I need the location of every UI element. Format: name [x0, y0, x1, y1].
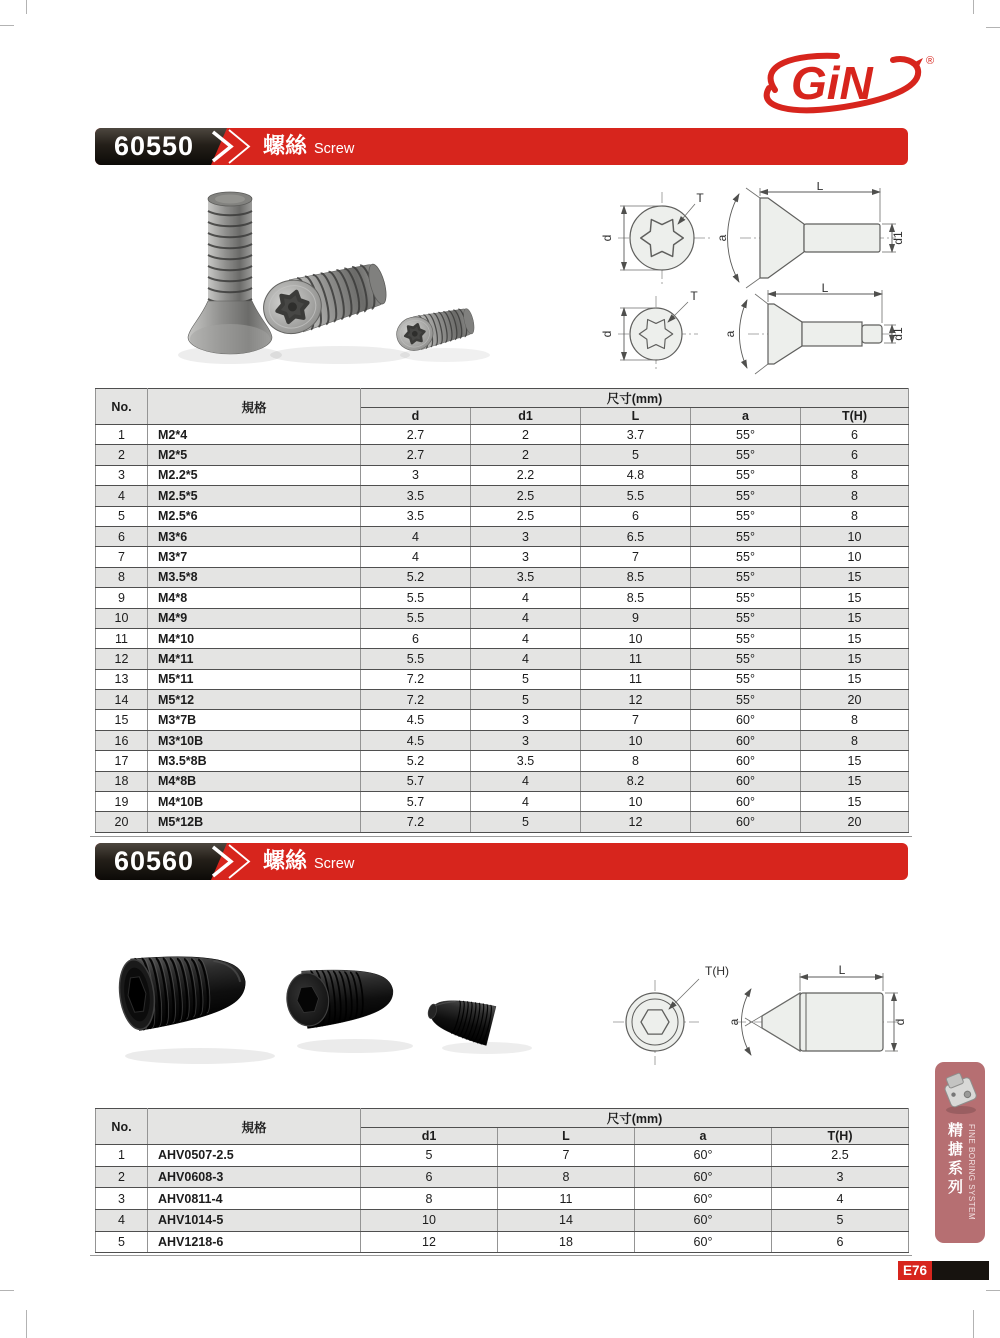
cell-TH: 2.5: [772, 1145, 909, 1167]
cell-TH: 8: [801, 465, 909, 485]
cell-a: 55°: [691, 526, 801, 546]
cell-spec: M3.5*8B: [148, 751, 361, 771]
table-row: [96, 1231, 909, 1253]
cell-a: 60°: [635, 1188, 772, 1210]
dim-label-a: a: [727, 1018, 741, 1026]
table-row: [96, 608, 909, 628]
cell-a: 60°: [691, 792, 801, 812]
cell-d: 5.5: [361, 588, 471, 608]
section-title-en: Screw: [314, 141, 355, 157]
table-row: [96, 649, 909, 669]
col-header-dims: 尺寸(mm): [361, 389, 909, 408]
page-number-badge: E76: [898, 1261, 932, 1280]
cell-spec: M2*4: [148, 425, 361, 445]
cell-no: 3: [96, 1188, 148, 1210]
cell-spec: M2*5: [148, 445, 361, 465]
section-title: [263, 128, 354, 165]
table-row: [96, 445, 909, 465]
screw-photo-upright: [188, 192, 272, 354]
dim-label-T: T: [696, 191, 704, 205]
cell-a: 55°: [691, 547, 801, 567]
cell-L: 4.8: [581, 465, 691, 485]
cell-d: 2.7: [361, 445, 471, 465]
cell-d: 4.5: [361, 710, 471, 730]
dim-label-T: T: [690, 289, 698, 303]
cell-TH: 10: [801, 547, 909, 567]
set-screw-photo-large: [116, 945, 250, 1032]
cell-no: 5: [96, 1231, 148, 1253]
screw-photo-small: [393, 304, 477, 355]
cell-TH: 6: [772, 1231, 909, 1253]
table-row: [96, 669, 909, 689]
cell-d: 5.2: [361, 751, 471, 771]
table-row: [96, 690, 909, 710]
crop-mark: [973, 1310, 974, 1338]
cell-d1: 5: [471, 669, 581, 689]
cell-d1: 12: [361, 1231, 498, 1253]
brand-logo-text: GiN: [791, 57, 873, 109]
spec-table-60550: [95, 388, 909, 833]
cell-a: 55°: [691, 669, 801, 689]
cell-d1: 6: [361, 1166, 498, 1188]
cell-L: 7: [581, 547, 691, 567]
cell-d1: 3: [471, 547, 581, 567]
cell-L: 12: [581, 690, 691, 710]
cell-L: 10: [581, 792, 691, 812]
cell-no: 12: [96, 649, 148, 669]
cell-d1: 3: [471, 526, 581, 546]
cell-d1: 5: [361, 1145, 498, 1167]
table-row: [96, 751, 909, 771]
set-screw-photo-medium: [284, 962, 396, 1030]
cell-TH: 15: [801, 751, 909, 771]
cell-spec: M2.5*6: [148, 506, 361, 526]
cell-a: 60°: [691, 710, 801, 730]
cell-TH: 15: [801, 608, 909, 628]
table-row: [96, 1210, 909, 1232]
cell-TH: 8: [801, 486, 909, 506]
table-row: [96, 588, 909, 608]
cell-a: 55°: [691, 445, 801, 465]
table-header: [96, 1109, 909, 1145]
cell-L: 7: [581, 710, 691, 730]
cell-no: 4: [96, 1210, 148, 1232]
cell-d: 7.2: [361, 812, 471, 832]
cell-a: 55°: [691, 588, 801, 608]
cell-spec: M4*10B: [148, 792, 361, 812]
cell-d1: 4: [471, 608, 581, 628]
cell-spec: M3*7: [148, 547, 361, 567]
cell-L: 9: [581, 608, 691, 628]
cell-a: 60°: [691, 730, 801, 750]
cell-d1: 3.5: [471, 751, 581, 771]
cell-d: 7.2: [361, 690, 471, 710]
cell-d: 5.7: [361, 771, 471, 791]
table-header: [96, 389, 909, 425]
cell-d1: 3.5: [471, 567, 581, 587]
cell-d: 5.2: [361, 567, 471, 587]
cell-a: 55°: [691, 628, 801, 648]
cell-TH: 15: [801, 649, 909, 669]
cell-spec: M3*6: [148, 526, 361, 546]
crop-mark: [986, 1290, 1000, 1291]
cell-TH: 15: [801, 771, 909, 791]
dim-label-d: d: [893, 1018, 907, 1026]
table-row: [96, 465, 909, 485]
series-tab-photo: [940, 1069, 980, 1117]
crop-mark: [0, 1290, 14, 1291]
crop-mark: [26, 0, 27, 14]
cell-d: 5.5: [361, 649, 471, 669]
cell-a: 60°: [635, 1231, 772, 1253]
cell-spec: M4*9: [148, 608, 361, 628]
cell-d1: 4: [471, 771, 581, 791]
table-row: [96, 547, 909, 567]
cell-no: 20: [96, 812, 148, 832]
section-code: 60560: [113, 846, 195, 876]
cell-a: 55°: [691, 506, 801, 526]
spec-table-60560: [95, 1108, 909, 1253]
cell-L: 10: [581, 730, 691, 750]
cell-no: 18: [96, 771, 148, 791]
table-row: [96, 506, 909, 526]
section-title-zh: 螺絲: [263, 133, 308, 158]
set-screw-photo-small: [424, 991, 496, 1046]
col-header-no: No.: [96, 1109, 148, 1145]
dim-label-L: L: [821, 281, 829, 295]
cell-L: 10: [581, 628, 691, 648]
series-name-en: FINE BORING SYSTEM: [967, 1124, 976, 1221]
cell-L: 12: [581, 812, 691, 832]
chevron-right-icon: [207, 128, 259, 165]
section-banner-60560: [95, 843, 908, 880]
dim-label-d: d: [600, 330, 614, 338]
cell-L: 6.5: [581, 526, 691, 546]
cell-spec: M4*10: [148, 628, 361, 648]
cell-a: 55°: [691, 486, 801, 506]
dim-column-header: T(H): [801, 408, 909, 425]
cell-no: 5: [96, 506, 148, 526]
dim-column-header: d: [361, 408, 471, 425]
cell-spec: M2.5*5: [148, 486, 361, 506]
dim-column-header: T(H): [772, 1128, 909, 1145]
col-header-no: No.: [96, 389, 148, 425]
cell-no: 6: [96, 526, 148, 546]
cell-L: 5: [581, 445, 691, 465]
cell-TH: 4: [772, 1188, 909, 1210]
cell-d1: 2.5: [471, 486, 581, 506]
cell-no: 14: [96, 690, 148, 710]
cell-L: 14: [498, 1210, 635, 1232]
cell-spec: AHV1014-5: [148, 1210, 361, 1232]
cell-no: 15: [96, 710, 148, 730]
cell-d: 5.7: [361, 792, 471, 812]
table-row: [96, 486, 909, 506]
cell-d1: 4: [471, 628, 581, 648]
cell-d: 2.7: [361, 425, 471, 445]
crop-mark: [973, 0, 974, 14]
cell-no: 1: [96, 1145, 148, 1167]
col-header-spec: 規格: [148, 389, 361, 425]
section-code: 60550: [113, 131, 195, 161]
cell-spec: AHV1218-6: [148, 1231, 361, 1253]
technical-drawing-60560: [595, 947, 910, 1092]
cell-no: 9: [96, 588, 148, 608]
cell-spec: M4*11: [148, 649, 361, 669]
brand-logo-graphic: [745, 50, 945, 116]
table-row: [96, 567, 909, 587]
cell-L: 8: [498, 1166, 635, 1188]
crop-mark: [0, 25, 14, 26]
cell-d1: 3: [471, 730, 581, 750]
cell-a: 60°: [635, 1210, 772, 1232]
cell-TH: 15: [801, 669, 909, 689]
table-row: [96, 710, 909, 730]
cell-spec: M3*7B: [148, 710, 361, 730]
dim-column-header: d1: [361, 1128, 498, 1145]
col-header-dims: 尺寸(mm): [361, 1109, 909, 1128]
series-name-zh: 精搪系列: [946, 1122, 963, 1198]
cell-TH: 20: [801, 812, 909, 832]
cell-d: 4: [361, 547, 471, 567]
table-row: [96, 812, 909, 832]
dim-label-TH: T(H): [705, 964, 729, 978]
cell-TH: 8: [801, 710, 909, 730]
table-underline: [90, 1255, 912, 1256]
cell-d1: 2: [471, 425, 581, 445]
cell-d1: 4: [471, 588, 581, 608]
cell-d: 4: [361, 526, 471, 546]
series-tab: [935, 1062, 985, 1243]
cell-d1: 5: [471, 690, 581, 710]
table-row: [96, 628, 909, 648]
table-body: [96, 425, 909, 833]
cell-TH: 15: [801, 567, 909, 587]
cell-spec: M5*12: [148, 690, 361, 710]
cell-spec: M3.5*8: [148, 567, 361, 587]
table-row: [96, 526, 909, 546]
cell-TH: 6: [801, 425, 909, 445]
cell-d1: 8: [361, 1188, 498, 1210]
cell-L: 5.5: [581, 486, 691, 506]
cell-d1: 2.5: [471, 506, 581, 526]
dim-column-header: L: [498, 1128, 635, 1145]
crop-mark: [986, 27, 1000, 28]
cell-no: 3: [96, 465, 148, 485]
cell-a: 60°: [691, 771, 801, 791]
cell-a: 60°: [691, 751, 801, 771]
cell-d: 3.5: [361, 486, 471, 506]
cell-spec: M5*11: [148, 669, 361, 689]
cell-d1: 4: [471, 649, 581, 669]
cell-L: 8: [581, 751, 691, 771]
cell-no: 8: [96, 567, 148, 587]
cell-a: 55°: [691, 690, 801, 710]
cell-spec: M4*8: [148, 588, 361, 608]
dim-label-a: a: [723, 330, 737, 338]
cell-TH: 6: [801, 445, 909, 465]
cell-d1: 3: [471, 710, 581, 730]
cell-d: 5.5: [361, 608, 471, 628]
cell-d1: 2.2: [471, 465, 581, 485]
cell-L: 8.2: [581, 771, 691, 791]
dim-label-L: L: [838, 963, 846, 977]
cell-L: 11: [498, 1188, 635, 1210]
table-underline: [90, 836, 912, 837]
chevron-right-icon: [207, 843, 259, 880]
cell-d1: 2: [471, 445, 581, 465]
cell-L: 7: [498, 1145, 635, 1167]
cell-TH: 5: [772, 1210, 909, 1232]
dim-column-header: L: [581, 408, 691, 425]
cell-TH: 15: [801, 792, 909, 812]
cell-spec: M4*8B: [148, 771, 361, 791]
section-banner-60550: [95, 128, 908, 165]
dim-label-d1: d1: [891, 327, 905, 341]
table-row: [96, 792, 909, 812]
dim-label-d: d: [600, 234, 614, 242]
cell-spec: M3*10B: [148, 730, 361, 750]
cell-spec: AHV0507-2.5: [148, 1145, 361, 1167]
dim-column-header: d1: [471, 408, 581, 425]
cell-L: 6: [581, 506, 691, 526]
cell-a: 55°: [691, 608, 801, 628]
product-photo-set-screws: [105, 918, 545, 1073]
dim-column-header: a: [635, 1128, 772, 1145]
cell-d: 7.2: [361, 669, 471, 689]
cell-d: 3: [361, 465, 471, 485]
col-header-spec: 規格: [148, 1109, 361, 1145]
cell-d: 6: [361, 628, 471, 648]
cell-no: 1: [96, 425, 148, 445]
series-tab-text: [944, 1122, 976, 1220]
dim-column-header: a: [691, 408, 801, 425]
table-body: [96, 1145, 909, 1253]
cell-L: 11: [581, 649, 691, 669]
cell-d1: 5: [471, 812, 581, 832]
screw-photo-tilted: [257, 256, 391, 340]
cell-a: 60°: [635, 1166, 772, 1188]
cell-a: 55°: [691, 465, 801, 485]
page-number-bar: [932, 1261, 989, 1280]
cell-a: 55°: [691, 425, 801, 445]
cell-no: 2: [96, 445, 148, 465]
cell-no: 19: [96, 792, 148, 812]
cell-TH: 20: [801, 690, 909, 710]
cell-L: 11: [581, 669, 691, 689]
dim-label-a: a: [715, 234, 729, 242]
table-row: [96, 771, 909, 791]
cell-a: 60°: [691, 812, 801, 832]
registered-mark: ®: [926, 55, 935, 67]
cell-TH: 15: [801, 588, 909, 608]
cell-no: 17: [96, 751, 148, 771]
product-photo-torx-screws: [155, 183, 495, 378]
cell-no: 13: [96, 669, 148, 689]
cell-a: 60°: [635, 1145, 772, 1167]
cell-a: 55°: [691, 567, 801, 587]
dim-label-d1: d1: [891, 231, 905, 245]
cell-no: 4: [96, 486, 148, 506]
cell-spec: AHV0608-3: [148, 1166, 361, 1188]
cell-TH: 15: [801, 628, 909, 648]
brand-logo: [745, 50, 945, 121]
cell-TH: 3: [772, 1166, 909, 1188]
cell-d: 3.5: [361, 506, 471, 526]
cell-TH: 8: [801, 506, 909, 526]
cell-no: 7: [96, 547, 148, 567]
cell-a: 55°: [691, 649, 801, 669]
cell-no: 16: [96, 730, 148, 750]
crop-mark: [26, 1310, 27, 1338]
dim-label-L: L: [816, 182, 824, 193]
section-title-zh: 螺絲: [263, 848, 308, 873]
section-title-en: Screw: [314, 856, 355, 872]
cell-d: 4.5: [361, 730, 471, 750]
section-title: [263, 843, 354, 880]
cell-L: 3.7: [581, 425, 691, 445]
cell-L: 18: [498, 1231, 635, 1253]
table-row: [96, 1166, 909, 1188]
table-row: [96, 1188, 909, 1210]
cell-TH: 10: [801, 526, 909, 546]
cell-no: 10: [96, 608, 148, 628]
cell-d1: 4: [471, 792, 581, 812]
cell-L: 8.5: [581, 588, 691, 608]
cell-TH: 8: [801, 730, 909, 750]
table-row: [96, 730, 909, 750]
cell-spec: M5*12B: [148, 812, 361, 832]
cell-no: 11: [96, 628, 148, 648]
technical-drawing-60550: [598, 182, 908, 378]
cell-d1: 10: [361, 1210, 498, 1232]
cell-L: 8.5: [581, 567, 691, 587]
table-row: [96, 1145, 909, 1167]
cell-no: 2: [96, 1166, 148, 1188]
cell-spec: AHV0811-4: [148, 1188, 361, 1210]
table-row: [96, 425, 909, 445]
cell-spec: M2.2*5: [148, 465, 361, 485]
